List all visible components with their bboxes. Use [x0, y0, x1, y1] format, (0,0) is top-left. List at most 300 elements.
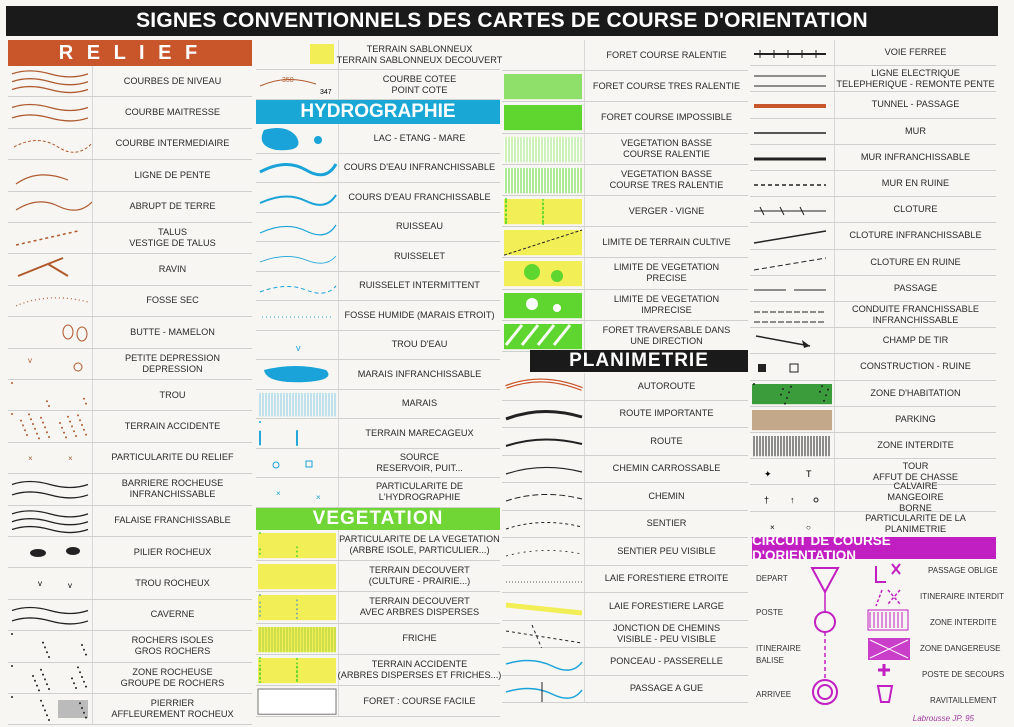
- svg-text:v: v: [296, 342, 301, 353]
- section-planimetrie: PLANIMETRIE: [530, 350, 748, 372]
- label-line: COURBE INTERMEDIAIRE: [115, 138, 230, 149]
- sand-column: [256, 40, 503, 100]
- poste-circle-icon: [815, 612, 835, 632]
- legend-label: [92, 349, 252, 379]
- legend-label: [584, 538, 748, 565]
- legend-label: [584, 134, 748, 164]
- label-line: ZONE INTERDITE: [877, 440, 954, 451]
- symbol-fosse-sec-icon: [8, 286, 92, 316]
- symbol-falaise-franchissable-icon: [8, 506, 92, 536]
- symbol-chemin-icon: [502, 483, 584, 510]
- legend-row-foret-course-ralentie: [502, 40, 748, 71]
- label-line: PARTICULARITE DE LA: [865, 513, 966, 524]
- legend-label: [338, 686, 500, 716]
- legend-row-terrain-decouvert: [256, 561, 500, 592]
- legend-label: [92, 694, 252, 724]
- symbol-ligne-de-pente-icon: [8, 160, 92, 190]
- circuit-legend: [752, 560, 1005, 715]
- symbol-verger-vigne-icon: [502, 196, 584, 226]
- label-line: AFFLEUREMENT ROCHEUX: [111, 709, 234, 720]
- symbol-laie-forestiere-large-icon: [502, 593, 584, 620]
- symbol-source-icon: [256, 449, 338, 478]
- label-line: TERRAIN SABLONNEUX DECOUVERT: [336, 54, 503, 65]
- legend-label: [834, 145, 996, 170]
- legend-label: [584, 428, 748, 455]
- legend-row-particularite-de: [256, 478, 500, 508]
- label-line: CHEMIN: [648, 490, 685, 501]
- legend-row-falaise-franchissable: [8, 506, 252, 537]
- legend-row-tour: [750, 459, 996, 485]
- label-line: LAC - ETANG - MARE: [373, 132, 466, 143]
- svg-text:v: v: [38, 579, 42, 589]
- label-line: PARTICULARITE DU RELIEF: [111, 452, 234, 463]
- legend-label: [834, 302, 996, 327]
- legend-row-terrain-sablonneux: [256, 40, 503, 70]
- symbol-mur-infranchissable-icon: [750, 145, 834, 170]
- label-line: ZONE D'HABITATION: [870, 387, 961, 398]
- label-line: MARAIS: [401, 398, 438, 409]
- depart-triangle-icon: [812, 568, 838, 592]
- label-line: TUNNEL - PASSAGE: [871, 99, 960, 110]
- symbol-zone-rocheuse-icon: [8, 663, 92, 693]
- label-line: COURSE RALENTIE: [623, 148, 710, 159]
- legend-row-ligne-electrique: [750, 66, 996, 92]
- label-line: (ARBRE ISOLE, PARTICULIER...): [349, 545, 490, 556]
- symbol-courbe-intermediaire-icon: [8, 129, 92, 159]
- label-line: SOURCE: [399, 451, 440, 462]
- relief-column: [8, 66, 252, 725]
- symbol-champ-de-tir-icon: [750, 328, 834, 353]
- label-line: TERRAIN MARECAGEUX: [365, 427, 474, 438]
- legend-row-mur: [750, 119, 996, 145]
- legend-label: [92, 192, 252, 222]
- label-line: CONDUITE FRANCHISSABLE: [851, 303, 980, 314]
- label-line: SENTIER: [646, 518, 687, 529]
- label-line: VERGER - VIGNE: [628, 205, 705, 216]
- symbol-autoroute-icon: [502, 373, 584, 400]
- legend-label: [584, 621, 748, 648]
- symbol-foret-traversable-dans-icon: [502, 321, 584, 351]
- legend-label: [92, 631, 252, 661]
- legend-row-limite-de-vegetation: [502, 290, 748, 321]
- svg-text:†: †: [764, 495, 770, 506]
- label-line: MUR INFRANCHISSABLE: [860, 151, 971, 162]
- label-line: GROUPE DE ROCHERS: [120, 677, 225, 688]
- symbol-ligne-electrique-icon: [750, 66, 834, 91]
- legend-row-ruisselet-intermittent: [256, 272, 500, 302]
- symbol-terrain-decouvert-icon: [256, 592, 338, 622]
- legend-row-abrupt-de-terre: [8, 192, 252, 223]
- symbol-marais-icon: [256, 390, 338, 419]
- symbol-mur-en-ruine-icon: [750, 171, 834, 196]
- legend-label: [92, 537, 252, 567]
- legend-label: [834, 92, 996, 117]
- label-line: COURS D'EAU INFRANCHISSABLE: [343, 162, 496, 173]
- legend-row-cloture: [750, 197, 996, 223]
- legend-row-trou-rocheux: [8, 568, 252, 599]
- circuit-label-poste-secours: POSTE DE SECOURS: [922, 670, 1005, 679]
- legend-label: [92, 160, 252, 190]
- symbol-laie-forestiere-etroite-icon: [502, 566, 584, 593]
- label-line: IMPRECISE: [641, 304, 692, 315]
- legend-row-courbe-cotee: [256, 70, 500, 100]
- symbol-vegetation-basse-icon: [502, 165, 584, 195]
- circuit-label-passage-oblige: PASSAGE OBLIGE: [928, 566, 998, 575]
- legend-label: [92, 317, 252, 347]
- symbol-ravin-icon: [8, 254, 92, 284]
- symbol-sentier-icon: [502, 511, 584, 538]
- label-line: TERRAIN DECOUVERT: [369, 596, 470, 607]
- label-line: RUISSELET: [393, 250, 446, 261]
- label-line: FRICHE: [402, 633, 437, 644]
- legend-row-champ-de-tir: [750, 328, 996, 354]
- symbol-petite-depression-icon: [8, 349, 92, 379]
- legend-label: [584, 102, 748, 132]
- legend-row-trou: [8, 380, 252, 411]
- label-line: (ARBRES DISPERSES ET FRICHES...): [337, 669, 502, 680]
- label-line: VEGETATION BASSE: [620, 137, 713, 148]
- label-line: COURBE COTEE: [382, 73, 457, 84]
- label-line: LAIE FORESTIERE ETROITE: [604, 573, 729, 584]
- label-line: CALVAIRE: [893, 481, 938, 492]
- legend-row-marais: [256, 390, 500, 420]
- label-line: CHAMP DE TIR: [882, 335, 949, 346]
- symbol-zone-d-habitation-icon: [750, 381, 834, 406]
- legend-label: [92, 97, 252, 127]
- legend-row-vegetation-basse: [502, 165, 748, 196]
- vegetation-column-3: [502, 40, 748, 352]
- symbol-marais-infranchissable-icon: [256, 360, 338, 389]
- label-line: TERRAIN ACCIDENTE: [371, 658, 468, 669]
- circuit-label-poste: POSTE: [756, 608, 784, 617]
- legend-row-passage-a-gue: [502, 676, 748, 704]
- legend-row-sentier: [502, 511, 748, 539]
- legend-label: [584, 71, 748, 101]
- legend-label: [584, 676, 748, 703]
- circuit-label-ravitaillement: RAVITAILLEMENT: [930, 696, 997, 705]
- point-cote-a: 350: [282, 77, 294, 84]
- legend-row-autoroute: [502, 373, 748, 401]
- symbol-construction-ruine-icon: [750, 354, 834, 379]
- symbol-jonction-de-chemins-icon: [502, 621, 584, 648]
- legend-label: [92, 568, 252, 598]
- label-line: ROUTE IMPORTANTE: [619, 408, 714, 419]
- label-line: PIERRIER: [150, 698, 195, 709]
- svg-text:↑: ↑: [790, 495, 795, 506]
- legend-label: [338, 154, 500, 183]
- label-line: FALAISE FRANCHISSABLE: [114, 515, 231, 526]
- legend-row-source: [256, 449, 500, 479]
- label-line: FORET : COURSE FACILE: [363, 695, 476, 706]
- section-relief: R E L I E F: [8, 40, 252, 66]
- legend-row-chemin-carrossable: [502, 456, 748, 484]
- label-line: INFRANCHISSABLE: [872, 314, 959, 325]
- symbol-courbe-maitresse-icon: [8, 97, 92, 127]
- legend-label: [338, 242, 500, 271]
- label-line: SENTIER PEU VISIBLE: [617, 545, 716, 556]
- label-line: (CULTURE - PRAIRIE...): [368, 576, 471, 587]
- legend-label: [584, 593, 748, 620]
- legend-row-ruisseau: [256, 213, 500, 243]
- section-hydrographie: HYDROGRAPHIE: [256, 100, 500, 124]
- planimetrie-column-4: [750, 40, 996, 538]
- circuit-label-arrivee: ARRIVEE: [756, 690, 792, 699]
- symbol-limite-de-vegetation-icon: [502, 290, 584, 320]
- label-line: TERRAIN SABLONNEUX: [366, 43, 473, 54]
- legend-row-vegetation-basse: [502, 134, 748, 165]
- label-line: ROUTE: [650, 435, 683, 446]
- legend-row-fosse-humide-marais-etroit: [256, 301, 500, 331]
- legend-label: [584, 511, 748, 538]
- author-signature: Labrousse JP. 95: [912, 714, 974, 723]
- svg-text:×: ×: [316, 493, 321, 502]
- legend-label: [834, 223, 996, 248]
- vegetation-column-2: [256, 530, 500, 717]
- label-line: CLOTURE: [893, 204, 938, 215]
- symbol-foret-course-tres-ralentie-icon: [502, 71, 584, 101]
- legend-label: [92, 286, 252, 316]
- symbol-ruisseau-icon: [256, 213, 338, 242]
- circuit-label-zone-dangereuse: ZONE DANGEREUSE: [920, 644, 1001, 653]
- symbol-cours-d-eau-infranchissable-icon: [256, 154, 338, 183]
- legend-row-talus: [8, 223, 252, 254]
- label-line: VESTIGE DE TALUS: [129, 238, 216, 249]
- symbol-terrain-accidente-icon: [8, 411, 92, 441]
- poste-secours-icon: [878, 664, 890, 676]
- legend-label: [92, 66, 252, 96]
- label-line: INFRANCHISSABLE: [129, 489, 216, 500]
- label-line: GROS ROCHERS: [134, 646, 211, 657]
- legend-row-courbe-intermediaire: [8, 129, 252, 160]
- symbol-cloture-infranchissable-icon: [750, 223, 834, 248]
- label-line: LIGNE DE PENTE: [134, 169, 211, 180]
- legend-label: [92, 506, 252, 536]
- hydro-column: [256, 124, 500, 508]
- legend-label: [584, 566, 748, 593]
- label-line: TELEPHERIQUE - REMONTE PENTE: [836, 78, 995, 89]
- circuit-label-zone-interdite: ZONE INTERDITE: [930, 618, 997, 627]
- section-circuit: CIRCUIT DE COURSE D'ORIENTATION: [752, 537, 996, 559]
- symbol-courbe-cotee-icon: [256, 70, 338, 99]
- symbol-pierrier-icon: [8, 694, 92, 724]
- legend-label: [834, 119, 996, 144]
- legend-label: [338, 419, 500, 448]
- legend-row-zone-d-habitation: [750, 381, 996, 407]
- label-line: RUISSEAU: [396, 221, 443, 232]
- label-line: BUTTE - MAMELON: [130, 326, 215, 337]
- label-line: COURS D'EAU FRANCHISSABLE: [348, 191, 491, 202]
- symbol-parking-icon: [750, 407, 834, 432]
- legend-row-ruisselet: [256, 242, 500, 272]
- svg-text:○: ○: [806, 522, 811, 532]
- legend-row-route-importante: [502, 401, 748, 429]
- svg-text:v: v: [28, 355, 32, 365]
- legend-label: [338, 183, 500, 212]
- label-line: VOIE FERREE: [884, 47, 947, 58]
- legend-row-mur-en-ruine: [750, 171, 996, 197]
- legend-row-limite-de-vegetation: [502, 258, 748, 289]
- label-line: PARTICULARITE DE LA VEGETATION: [339, 534, 500, 545]
- label-line: TOUR: [902, 460, 929, 471]
- label-line: AUTOROUTE: [637, 380, 696, 391]
- symbol-route-icon: [502, 428, 584, 455]
- label-line: TERRAIN DECOUVERT: [369, 565, 470, 576]
- label-line: PETITE DEPRESSION: [125, 352, 220, 363]
- legend-label: [834, 328, 996, 353]
- label-line: POINT COTE: [391, 84, 448, 95]
- symbol-trou-icon: [8, 380, 92, 410]
- legend-label: [338, 70, 500, 99]
- label-line: DEPRESSION: [142, 363, 203, 374]
- circuit-label-depart: DEPART: [756, 574, 788, 583]
- legend-row-zone-rocheuse: [8, 663, 252, 694]
- label-line: FORET TRAVERSABLE DANS: [602, 324, 731, 335]
- legend-row-barriere-rocheuse: [8, 474, 252, 505]
- legend-label: [338, 360, 500, 389]
- legend-label: [834, 66, 996, 91]
- legend-label: [92, 600, 252, 630]
- legend-label: [834, 433, 996, 458]
- symbol-zone-interdite-icon: [750, 433, 834, 458]
- label-line: LIMITE DE VEGETATION: [613, 293, 720, 304]
- label-line: VISIBLE - PEU VISIBLE: [616, 633, 717, 644]
- legend-label: [338, 272, 500, 301]
- legend-row-passage: [750, 276, 996, 302]
- legend-row-marais-infranchissable: [256, 360, 500, 390]
- legend-label: [584, 290, 748, 320]
- legend-row-terrain-accidente: [8, 411, 252, 442]
- symbol-butte-mamelon-icon: [8, 317, 92, 347]
- legend-row-terrain-decouvert: [256, 592, 500, 623]
- label-line: JONCTION DE CHEMINS: [612, 622, 721, 633]
- legend-label: [584, 321, 748, 351]
- svg-text:×: ×: [276, 489, 281, 498]
- symbol-chemin-carrossable-icon: [502, 456, 584, 483]
- legend-row-foret-course-tres-ralentie: [502, 71, 748, 102]
- legend-row-chemin: [502, 483, 748, 511]
- circuit-label-itineraire-interdit: ITINERAIRE INTERDIT: [920, 592, 1005, 601]
- svg-text:×: ×: [28, 453, 33, 463]
- symbol-foret-course-ralentie-icon: [502, 40, 584, 70]
- legend-row-cours-d-eau-infranchissable: [256, 154, 500, 184]
- symbol-ponceau-passerelle-icon: [502, 648, 584, 675]
- label-line: FORET COURSE IMPOSSIBLE: [600, 111, 733, 122]
- legend-row-voie-ferree: [750, 40, 996, 66]
- symbol-conduite-franchissable-icon: [750, 302, 834, 327]
- label-line: PRECISE: [646, 273, 687, 284]
- legend-label: [338, 592, 500, 622]
- label-line: AFFUT DE CHASSE: [872, 471, 959, 482]
- label-line: AVEC ARBRES DISPERSES: [359, 607, 480, 618]
- legend-row-terrain-accidente: [256, 655, 500, 686]
- legend-row-petite-depression: [8, 349, 252, 380]
- legend-label: [584, 648, 748, 675]
- svg-text:v: v: [68, 581, 72, 591]
- legend-row-calvaire: [750, 481, 996, 514]
- legend-row-ponceau-passerelle: [502, 648, 748, 676]
- symbol-tunnel-passage-icon: [750, 92, 834, 117]
- legend-label: [834, 481, 996, 514]
- symbol-passage-icon: [750, 276, 834, 301]
- legend-row-jonction-de-chemins: [502, 621, 748, 649]
- label-line: TROU: [159, 389, 186, 400]
- legend-row-rochers-isoles: [8, 631, 252, 662]
- symbol-mur-icon: [750, 119, 834, 144]
- symbol-cloture-icon: [750, 197, 834, 222]
- legend-label: [92, 411, 252, 441]
- symbol-ruisselet-intermittent-icon: [256, 272, 338, 301]
- point-cote-b: 347: [320, 89, 332, 96]
- label-line: RUISSELET INTERMITTENT: [359, 280, 480, 291]
- legend-row-sentier-peu-visible: [502, 538, 748, 566]
- legend-row-cloture-infranchissable: [750, 223, 996, 249]
- symbol-vegetation-basse-icon: [502, 134, 584, 164]
- symbol-foret-course-impossible-icon: [502, 102, 584, 132]
- planimetrie-column: [502, 373, 748, 703]
- label-line: MUR: [905, 125, 926, 136]
- symbol-route-importante-icon: [502, 401, 584, 428]
- circuit-label-balise: BALISE: [756, 656, 785, 665]
- svg-text:×: ×: [68, 453, 73, 463]
- legend-label: [338, 213, 500, 242]
- label-line: CLOTURE INFRANCHISSABLE: [849, 230, 982, 241]
- legend-label: [338, 561, 500, 591]
- label-line: BORNE: [899, 503, 932, 514]
- symbol-terrain-accidente-icon: [256, 655, 338, 685]
- label-line: PARKING: [895, 413, 936, 424]
- symbol-trou-rocheux-icon: [8, 568, 92, 598]
- legend-row-ligne-de-pente: [8, 160, 252, 191]
- legend-label: [338, 478, 500, 507]
- label-line: LAIE FORESTIERE LARGE: [609, 600, 724, 611]
- legend-label: [584, 258, 748, 288]
- symbol-cours-d-eau-franchissable-icon: [256, 183, 338, 212]
- page-title: SIGNES CONVENTIONNELS DES CARTES DE COURSE D'ORIENTATION: [6, 6, 998, 36]
- symbol-ruisselet-icon: [256, 242, 338, 271]
- symbol-foret-course-facile-icon: [256, 686, 338, 716]
- symbol-terrain-sablonneux-icon: [256, 40, 338, 69]
- legend-row-caverne: [8, 600, 252, 631]
- passage-oblige-icon: [876, 564, 900, 582]
- legend-label: [584, 401, 748, 428]
- legend-label: [584, 40, 748, 70]
- legend-row-pierrier: [8, 694, 252, 725]
- svg-text:T: T: [806, 469, 812, 480]
- symbol-particularite-de-la-vegetation-icon: [256, 530, 338, 560]
- symbol-terrain-marecageux-icon: [256, 419, 338, 448]
- symbol-friche-icon: [256, 624, 338, 654]
- label-line: FOSSE SEC: [146, 295, 199, 306]
- legend-label: [834, 197, 996, 222]
- label-line: LIMITE DE VEGETATION: [613, 262, 720, 273]
- symbol-cloture-en-ruine-icon: [750, 250, 834, 275]
- label-line: PILIER ROCHEUX: [133, 546, 212, 557]
- label-line: CHEMIN CARROSSABLE: [612, 463, 721, 474]
- legend-label: [92, 129, 252, 159]
- label-line: UNE DIRECTION: [630, 335, 703, 346]
- legend-row-mur-infranchissable: [750, 145, 996, 171]
- legend-row-tunnel-passage: [750, 92, 996, 118]
- symbol-talus-icon: [8, 223, 92, 253]
- legend-row-cloture-en-ruine: [750, 250, 996, 276]
- legend-row-foret-course-impossible: [502, 102, 748, 133]
- label-line: FOSSE HUMIDE (MARAIS ETROIT): [344, 309, 495, 320]
- legend-row-conduite-franchissable: [750, 302, 996, 328]
- label-line: CLOTURE EN RUINE: [870, 256, 961, 267]
- symbol-limite-de-vegetation-icon: [502, 258, 584, 288]
- symbol-lac-etang-mare-icon: [256, 124, 338, 153]
- symbol-particularite-de-icon: [256, 478, 338, 507]
